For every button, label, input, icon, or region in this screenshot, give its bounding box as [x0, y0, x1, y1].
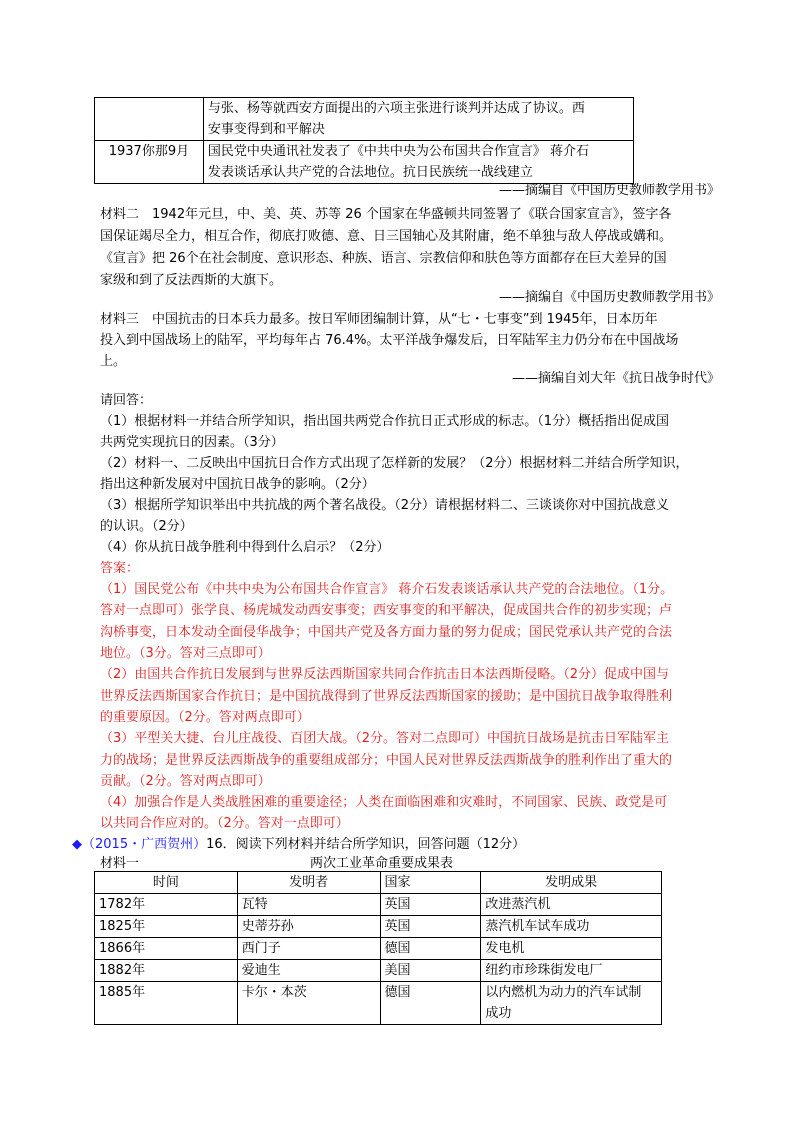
answer-line: （1）国民党公布《中共中央为公布国共合作宣言》 蒋介石发表谈话承认共产党的合法地位。（1分。 [100, 582, 674, 597]
timeline-table [94, 97, 634, 184]
table-cell: 德国 [380, 982, 481, 1025]
table-row [95, 894, 662, 916]
cell-line: 发表谈话承认共产党的合法地位。抗日民族统一战线建立 [207, 165, 533, 180]
cell-line: 成功 [485, 1006, 512, 1021]
answer-line: （2）由国共合作抗日发展到与世界反法西斯国家共同合作抗击日本法西斯侵略。（2分）促成中国与 [100, 667, 670, 682]
material3-line: 上。 [100, 354, 127, 369]
source-citation: ——摘编自刘大年《抗日战争时代》 [511, 371, 720, 386]
question-line: 指出这种新发展对中国抗日战争的影响。（2分） [100, 477, 375, 492]
question-line: 的认识。（2分） [100, 519, 193, 534]
table-row [95, 916, 662, 938]
cell-line: 与张、杨等就西安方面提出的六项主张进行谈判并达成了协议。西 [207, 101, 585, 116]
answer-line: （3）平型关大捷、台儿庄战役、百团大战。（2分。答对二点即可）中国抗日战场是抗击日军陆军主 [100, 731, 670, 746]
table-cell: 1825年 [95, 916, 238, 938]
table-cell: 1882年 [95, 960, 238, 982]
material3-line: 投入到中国战场上的陆军，平均每年占 76.4%。太平洋战争爆发后，日军陆军主力仍分布在中国战场 [100, 333, 679, 348]
table-row [95, 960, 662, 982]
answer-line: 沟桥事变，日本发动全面侵华战争；中国共产党及各方面力量的努力促成；国民党承认共产党的合法 [100, 625, 673, 640]
header-cell: 国家 [380, 872, 481, 894]
material2-line: 国保证竭尽全力，相互合作，彻底打败德、意、日三国轴心及其附庸，绝不单独与敌人停战或媾和。 [100, 229, 673, 244]
table-cell: 美国 [380, 960, 481, 982]
diamond-bullet-icon: ◆ [72, 837, 82, 852]
answer-heading: 答案： [100, 561, 140, 576]
header-cell: 时间 [95, 872, 238, 894]
answer-line: 地位。（3分。答对三点即可） [100, 646, 271, 661]
table-cell: 爱迪生 [237, 960, 380, 982]
table-cell: 史蒂芬孙 [237, 916, 380, 938]
question-16-heading [72, 835, 525, 855]
header-cell: 发明成果 [481, 872, 662, 894]
material2-line: 材料二 1942年元旦，中、美、英、苏等 26 个国家在华盛顿共同签署了《联合国家宣言》，签字各 [100, 207, 672, 222]
answer-line: 力的战场；是世界反法西斯战争的重要组成部分；中国人民对世界反法西斯战争的胜利作出了重大的 [100, 753, 673, 768]
cell-line: 国民党中央通讯社发表了《中共中央为公布国共合作宣言》 蒋介石 [207, 144, 589, 159]
table-cell: 1866年 [95, 938, 238, 960]
answer-line: 贡献。（2分。答对两点即可） [100, 774, 271, 789]
table-cell: 英国 [380, 916, 481, 938]
table-row [95, 982, 662, 1025]
question-line: （4）你从抗日战争胜利中得到什么启示？（2分） [100, 540, 390, 555]
answer-line: 以共同合作应对的。（2分。答对一点即可） [100, 816, 349, 831]
table-header-row [95, 872, 662, 894]
source-citation: ——摘编自《中国历史教师教学用书》 [498, 290, 720, 305]
answer-line: （4）加强合作是人类战胜困难的重要途径；人类在面临困难和灾难时，不同国家、民族、政党是可 [100, 795, 668, 810]
question-line: 请回答： [100, 393, 153, 408]
material1-label: 材料一 [100, 856, 140, 871]
header-cell: 发明者 [237, 872, 380, 894]
table-cell: 蒸汽机车试车成功 [481, 916, 662, 938]
question-line: （1）根据材料一并结合所学知识，指出国共两党合作抗日正式形成的标志。（1分）概括指出促成国 [100, 414, 670, 429]
question-line: （3）根据所学知识举出中共抗战的两个著名战役。（2分）请根据材料二、三谈谈你对中国抗战意义 [100, 498, 670, 513]
table-row [95, 141, 634, 184]
table-cell: 纽约市珍珠街发电厂 [481, 960, 662, 982]
source-citation: ——摘编自《中国历史教师教学用书》 [498, 183, 720, 198]
table-cell: 发电机 [481, 938, 662, 960]
cell-line: 以内燃机为动力的汽车试制 [485, 985, 642, 1000]
table-cell: 英国 [380, 894, 481, 916]
table-cell-time [95, 98, 204, 141]
table-cell-multiline [481, 982, 662, 1025]
table-row [95, 938, 662, 960]
table-cell: 卡尔・本茨 [237, 982, 380, 1025]
table-cell: 德国 [380, 938, 481, 960]
material3-line: 材料三 中国抗击的日本兵力最多。按日军师团编制计算，从“七・七事变”到 1945年，日本历年 [100, 312, 658, 327]
answer-line: 的重要原因。（2分。答对两点即可） [100, 710, 310, 725]
table-cell-content [203, 98, 633, 141]
question-16-text: 16．阅读下列材料并结合所学知识，回答问题（12分） [206, 837, 526, 852]
answer-line: 世界反法西斯国家合作抗日；是中国抗战得到了世界反法西斯国家的援助；是中国抗日战争取得胜利 [100, 689, 673, 704]
material2-line: 《宣言》把 26个在社会制度、意识形态、种族、语言、宗教信仰和肤色等方面都存在巨大差异的国 [100, 251, 667, 266]
table-cell: 改进蒸汽机 [481, 894, 662, 916]
question-line: （2）材料一、二反映出中国抗日合作方式出现了怎样新的发展？（2分）根据材料二并结合所学知识， [100, 456, 689, 471]
inventions-table [94, 871, 662, 1025]
table-cell-time: 1937你那9月 [95, 141, 204, 184]
table-cell: 瓦特 [237, 894, 380, 916]
cell-line: 安事变得到和平解决 [207, 122, 325, 137]
answer-line: 答对一点即可）张学良、杨虎城发动西安事变；西安事变的和平解决，促成国共合作的初步实现；卢 [100, 603, 673, 618]
table-cell: 1885年 [95, 982, 238, 1025]
table-cell: 西门子 [237, 938, 380, 960]
question-line: 共两党实现抗日的因素。（3分） [100, 435, 284, 450]
source-tag: （2015・广西贺州） [82, 837, 207, 852]
table-caption: 两次工业革命重要成果表 [310, 856, 454, 871]
table-cell: 1782年 [95, 894, 238, 916]
table-row [95, 98, 634, 141]
material2-line: 家级和到了反法西斯的大旗下。 [100, 273, 283, 288]
table-cell-content [203, 141, 633, 184]
